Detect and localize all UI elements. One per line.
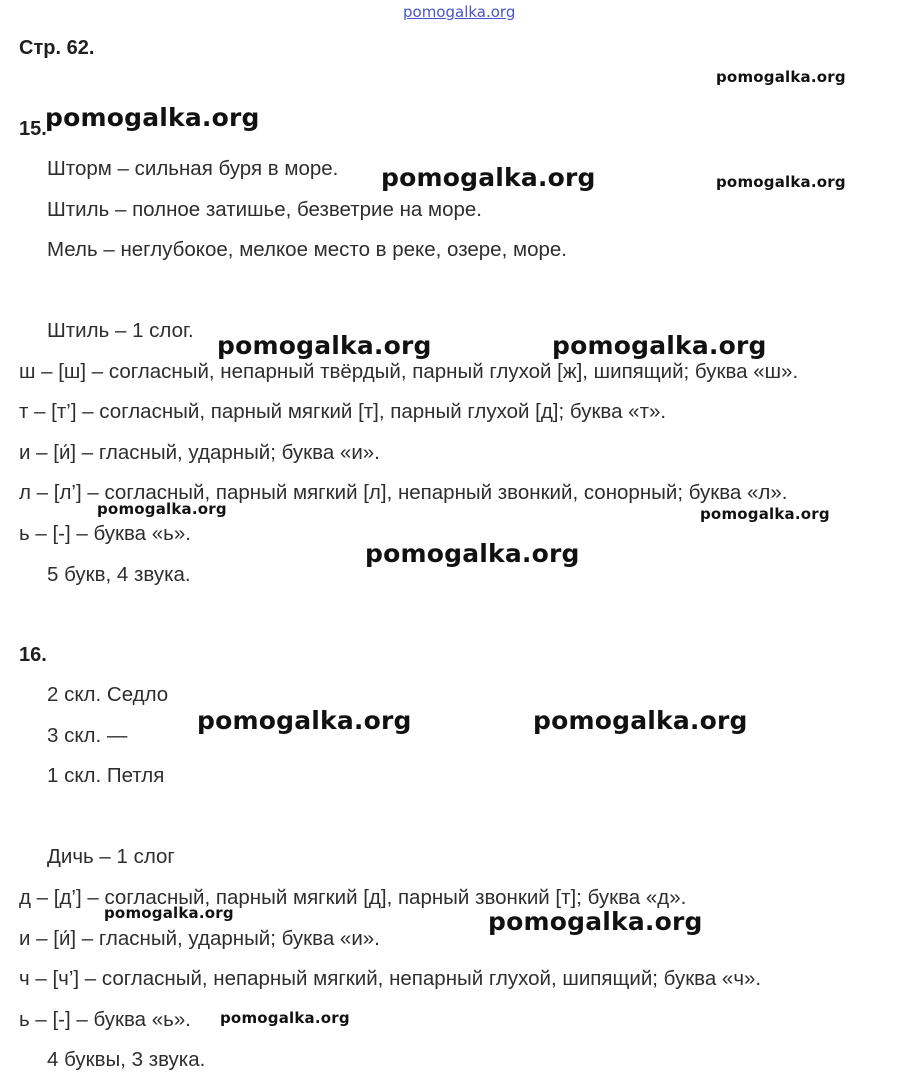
watermark: pomogalka.org (97, 500, 227, 518)
watermark: pomogalka.org (488, 907, 703, 936)
task-16-number: 16. (19, 644, 47, 666)
sound-line-soft-sign: ь – [-] – буква «ь». (19, 522, 191, 545)
watermark: pomogalka.org (220, 1009, 350, 1027)
watermark: pomogalka.org (197, 706, 412, 735)
sound-line-l: л – [л’] – согласный, парный мягкий [л], непарный звонкий, сонорный; буква «л». (19, 481, 788, 504)
watermark: pomogalka.org (716, 68, 846, 86)
task-16-analysis-title: Дичь – 1 слог (47, 845, 175, 868)
definition-calm: Штиль – полное затишье, безветрие на море. (47, 198, 482, 221)
task-15-summary: 5 букв, 4 звука. (47, 563, 191, 586)
watermark: pomogalka.org (365, 539, 580, 568)
top-watermark-link[interactable]: pomogalka.org (403, 3, 516, 21)
watermark: pomogalka.org (552, 331, 767, 360)
watermark: pomogalka.org (700, 505, 830, 523)
definition-storm: Шторм – сильная буря в море. (47, 157, 339, 180)
definition-shoal: Мель – неглубокое, мелкое место в реке, озере, море. (47, 238, 567, 261)
task-16-summary: 4 буквы, 3 звука. (47, 1048, 206, 1071)
declension-line-1: 1 скл. Петля (47, 764, 165, 787)
sound-line-sh: ш – [ш] – согласный, непарный твёрдый, парный глухой [ж], шипящий; буква «ш». (19, 360, 799, 383)
sound-line-d: д – [д’] – согласный, парный мягкий [д], парный звонкий [т]; буква «д». (19, 886, 687, 909)
task-15-number: 15. (19, 118, 47, 140)
task-15-analysis-title: Штиль – 1 слог. (47, 319, 194, 342)
declension-line-3: 3 скл. — (47, 724, 128, 747)
watermark: pomogalka.org (217, 331, 432, 360)
watermark: pomogalka.org (381, 163, 596, 192)
sound-line-soft-sign2: ь – [-] – буква «ь». (19, 1008, 191, 1031)
watermark: pomogalka.org (716, 173, 846, 191)
watermark: pomogalka.org (533, 706, 748, 735)
sound-line-t: т – [т’] – согласный, парный мягкий [т], парный глухой [д]; буква «т». (19, 400, 667, 423)
sound-line-i: и – [и́] – гласный, ударный; буква «и». (19, 441, 380, 464)
declension-line-2: 2 скл. Седло (47, 683, 169, 706)
sound-line-ch: ч – [ч’] – согласный, непарный мягкий, непарный глухой, шипящий; буква «ч». (19, 967, 762, 990)
watermark: pomogalka.org (104, 904, 234, 922)
watermark: pomogalka.org (45, 103, 260, 132)
page-heading: Стр. 62. (19, 37, 95, 59)
sound-line-i2: и – [и́] – гласный, ударный; буква «и». (19, 927, 380, 950)
